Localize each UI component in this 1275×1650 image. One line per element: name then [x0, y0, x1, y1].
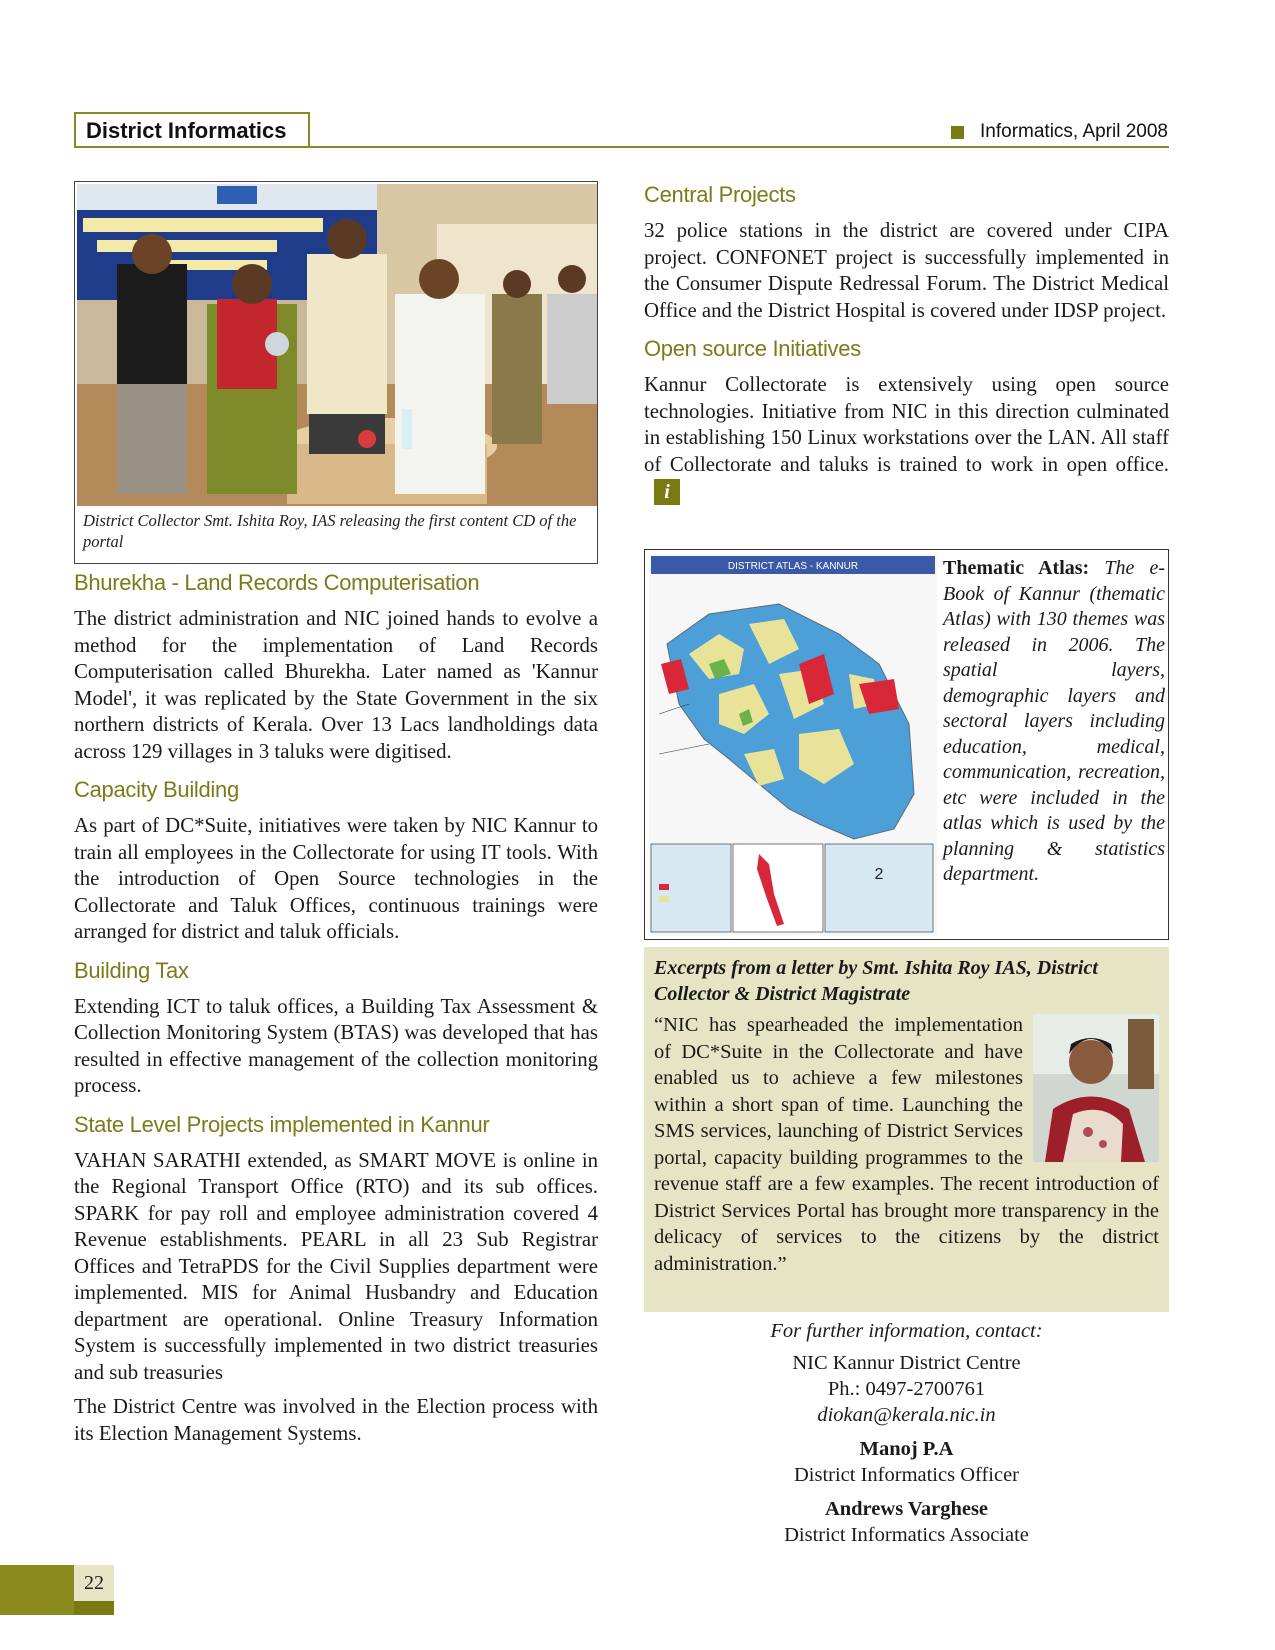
contact-person1-title: District Informatics Officer	[793, 1464, 1020, 1486]
footer-accent-bar	[0, 1565, 74, 1615]
right-column	[644, 180, 1169, 505]
atlas-text: The e-Book of Kannur (thematic Atlas) with 130 themes was released in 2006. The spatial layers, demographic layers and sectoral layers including education, medical, communication, recreation, etc were included in the atlas which is used by the planning & statistics department.	[943, 557, 1166, 885]
section-body: Extending ICT to taluk offices, a Building Tax Assessment & Collection Monitoring System (BTAS) was developed that has resulted in effective management of the collection monitoring process.	[74, 994, 598, 1097]
contact-block	[644, 1318, 1169, 1548]
section-tag: District Informatics	[74, 112, 310, 148]
section-body	[644, 372, 1169, 505]
section-heading: Bhurekha - Land Records Computerisation	[74, 570, 480, 595]
section-body: The district administration and NIC joined hands to evolve a method for the implementation of Land Records Computerisation called Bhurekha. Later named as 'Kannur Model', it was replicated by the State Government in the six northern districts of Kerala. Over 13 Lacs landholdings data across 129 villages in 3 taluks were digitised.	[74, 607, 598, 763]
contact-person1-name: Manoj P.A	[859, 1438, 954, 1460]
section-heading: Capacity Building	[74, 777, 239, 802]
open-source-text: Kannur Collectorate is extensively using open source technologies. Initiative from NIC in this direction culminated in establishing 150 Linux workstations over the LAN. All staff of Collectorate and taluks is trained to work in open office.	[644, 373, 1169, 476]
info-icon: i	[654, 479, 680, 505]
header-rule	[74, 146, 1169, 148]
section-state-projects	[74, 1110, 598, 1448]
launch-photo-figure	[74, 181, 598, 564]
section-building-tax	[74, 956, 598, 1100]
section-central-projects	[644, 180, 1169, 324]
photo-caption: District Collector Smt. Ishita Roy, IAS releasing the first content CD of the portal	[83, 511, 577, 551]
issue-label	[951, 119, 1168, 145]
section-heading: Building Tax	[74, 957, 189, 983]
section-heading: Open source Initiatives	[644, 336, 861, 361]
map-title: DISTRICT ATLAS - KANNUR	[727, 561, 859, 572]
atlas-description	[943, 556, 1165, 888]
contact-person2-name: Andrews Varghese	[824, 1498, 989, 1520]
district-atlas-map	[649, 554, 937, 936]
section-heading: State Level Projects implemented in Kannur	[74, 1111, 490, 1137]
section-bhurekha	[74, 568, 598, 765]
section-body-extra: The District Centre was involved in the Election process with its Election Management Systems.	[74, 1395, 598, 1445]
contact-email: diokan@kerala.nic.in	[817, 1404, 996, 1426]
section-capacity-building	[74, 775, 598, 946]
contact-centre: NIC Kannur District Centre	[792, 1352, 1021, 1374]
page-number: 22	[74, 1565, 114, 1601]
section-body: VAHAN SARATHI extended, as SMART MOVE is online in the Regional Transport Office (RTO) and its sub offices. SPARK for pay roll and employee administration covered 4 Revenue establishments. PEARL in all 23 Sub Registrar Offices and TetraPDS for the Civil Supplies department were implemented. MIS for Animal Husbandry and Education department are operational. Online Treasury Information System is successfully implemented in two district treasuries and sub treasuries	[74, 1148, 598, 1384]
square-bullet-icon	[951, 126, 964, 139]
map-number: 2	[874, 866, 884, 883]
contact-person2-title: District Informatics Associate	[784, 1524, 1029, 1546]
issue-text: Informatics, April 2008	[980, 121, 1168, 142]
letter-excerpt-box	[644, 947, 1169, 1312]
thematic-atlas-box	[644, 549, 1169, 940]
section-body: As part of DC*Suite, initiatives were taken by NIC Kannur to train all employees in the Collectorate for using IT tools. With the introduction of Open Source technologies in the Collectorate and Taluk Offices, continuous trainings were arranged for district and taluk officials.	[74, 814, 598, 943]
launch-event-photo	[77, 184, 597, 506]
contact-intro: For further information, contact:	[770, 1320, 1043, 1342]
section-open-source	[644, 334, 1169, 505]
atlas-lead: Thematic Atlas:	[943, 557, 1090, 579]
section-body: 32 police stations in the district are covered under CIPA project. CONFONET project is successfully implemented in the Consumer Dispute Redressal Forum. The District Medical Office and the District Hospital is covered under IDSP project.	[644, 219, 1169, 322]
footer-underbar	[74, 1601, 114, 1615]
left-column	[74, 568, 598, 1447]
section-heading: Central Projects	[644, 182, 796, 207]
contact-phone: Ph.: 0497-2700761	[827, 1378, 986, 1400]
letter-heading: Excerpts from a letter by Smt. Ishita Roy IAS, District Collector & District Magistrate	[654, 957, 1098, 1005]
letter-body: “NIC has spearheaded the implementation of DC*Suite in the Collectorate and have enabled us to achieve a few milestones within a short span of time. Launching the SMS services, launching of District Services portal, capacity building programmes to the revenue staff are a few examples. The recent introduction of District Services Portal has brought more transparency in the delicacy of services to the citizens by the district administration.”	[654, 1014, 1159, 1275]
collector-portrait	[1033, 1014, 1159, 1162]
